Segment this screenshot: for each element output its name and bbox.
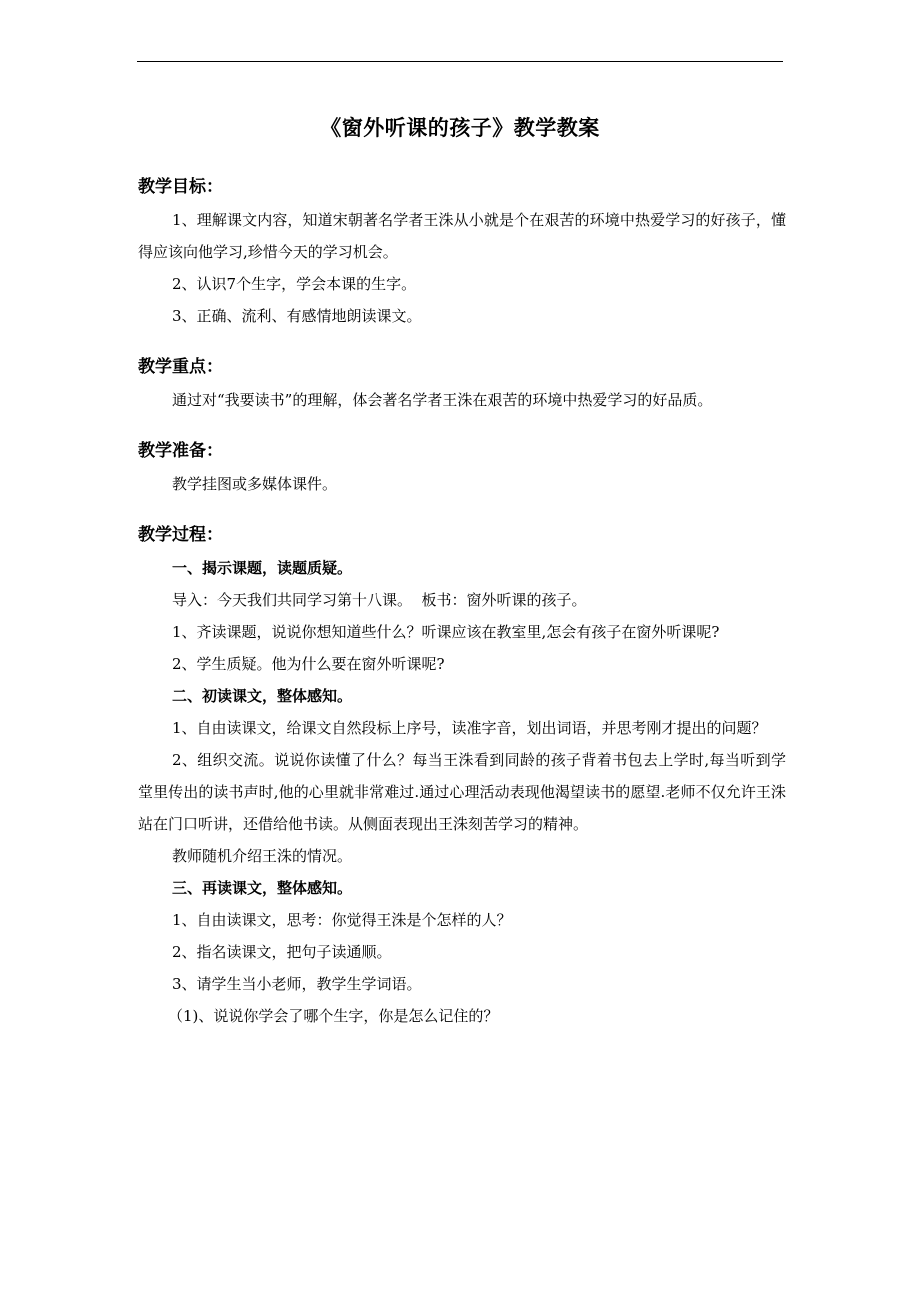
section-heading-key-points: 教学重点： [138,357,223,377]
section-heading-process: 教学过程： [138,525,223,545]
process-item: 2、指名读课文，把句子读通顺。 [172,943,392,961]
process-sub-item: （1)、说说你学会了哪个生字，你是怎么记住的？ [168,1007,499,1025]
process-item: 1、齐读课题，说说你想知道些什么？听课应该在教室里,怎会有孩子在窗外听课呢? [172,623,720,641]
process-item: 1、自由读课文，思考：你觉得王洙是个怎样的人？ [172,911,512,929]
process-item: 导入：今天我们共同学习第十八课。 板书：窗外听课的孩子。 [172,591,587,609]
document-body [138,174,786,1032]
process-item: 2、组织交流。说说你读懂了什么？每当王洙看到同龄的孩子背着书包去上学时,每当听到学堂里传出的读书声时,他的心里就非常难过.通过心理活动表现他渴望读书的愿望.老师不仅允许王洙站在门口听讲，还借给他书读。从侧面表现出王洙刻苦学习的精神。 [138,751,786,833]
process-item: 教师随机介绍王洙的情况。 [172,847,353,865]
goal-item: 3、正确、流利、有感情地朗读课文。 [172,307,422,325]
process-part3-title: 三、再读课文，整体感知。 [172,879,353,897]
preparation-item: 教学挂图或多媒体课件。 [172,475,338,493]
section-heading-goals: 教学目标： [138,177,223,197]
process-item: 2、学生质疑。他为什么要在窗外听课呢? [172,655,445,673]
goal-item: 1、理解课文内容，知道宋朝著名学者王洙从小就是个在艰苦的环境中热爱学习的好孩子，懂得应该向他学习,珍惜今天的学习机会。 [138,211,786,261]
process-part1-title: 一、揭示课题，读题质疑。 [172,559,353,577]
process-part2-title: 二、初读课文，整体感知。 [172,687,353,705]
key-point-item: 通过对“我要读书”的理解，体会著名学者王洙在艰苦的环境中热爱学习的好品质。 [172,391,713,409]
process-item: 3、请学生当小老师，教学生学词语。 [172,975,422,993]
header-rule [137,61,783,62]
process-item: 1、自由读课文，给课文自然段标上序号，读准字音，划出词语，并思考刚才提出的问题？ [172,719,767,737]
goal-item: 2、认识7个生字，学会本课的生字。 [172,275,417,293]
document-title: 《窗外听课的孩子》教学教案 [320,115,600,140]
section-heading-preparation: 教学准备： [138,441,223,461]
